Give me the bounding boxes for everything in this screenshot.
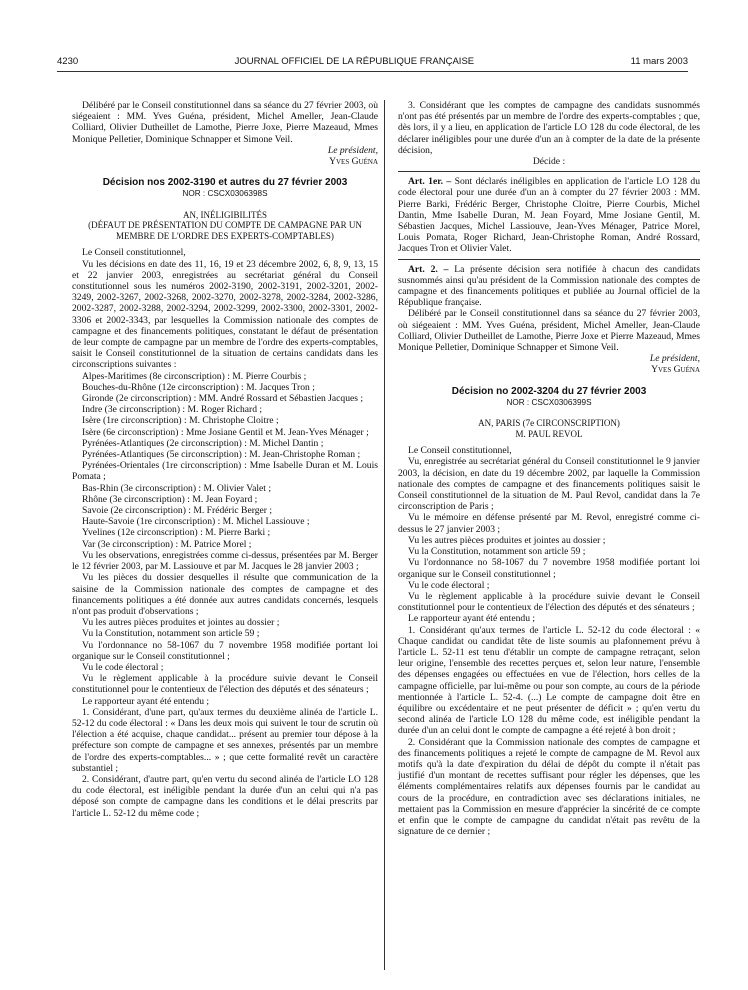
decision-body-continued xyxy=(398,100,700,156)
deliberation-paragraph: Délibéré par le Conseil constitutionnel dans sa séance du 27 février 2003, où siégeaient : MM. Yves Guéna, président, Michel Ameller, Jean-Claude Colliard, Olivier Dutheillet de Lamothe, Pierre Joxe et Pierre Mazeaud, Mmes Monique Pelletier, Dominique Schnapper et Simone Veil. xyxy=(398,308,700,354)
article-rule xyxy=(398,171,700,172)
body-paragraph: Isère (1re circonscription) : M. Christophe Cloitre ; xyxy=(82,415,279,427)
right-column xyxy=(398,100,700,837)
article-label: Art. 2. – xyxy=(408,263,449,275)
left-column xyxy=(72,100,378,819)
deliberation-paragraph: Délibéré par le Conseil constitutionnel dans sa séance du 27 février 2003, où siégeaient : MM. Yves Guéna, président, Michel Ameller, Jean-Claude Colliard, Olivier Dutheillet de Lamothe, Pierre Joxe, Pierre Mazeaud, Mmes Monique Pelletier, Dominique Schnapper et Simone Veil. xyxy=(72,100,378,145)
body-paragraph: Vu le code électoral ; xyxy=(408,579,490,591)
body-paragraph: Yvelines (12e circonscription) : M. Pierre Barki ; xyxy=(82,527,271,539)
page-number: 4230 xyxy=(57,55,79,67)
body-paragraph: Alpes-Maritimes (8e circonscription) : M. Pierre Courbis ; xyxy=(82,370,307,382)
nor-reference: NOR : CSCX0306398S xyxy=(182,189,268,199)
issue-date: 11 mars 2003 xyxy=(630,55,688,67)
article-label: Art. 1er. – xyxy=(408,176,452,188)
subject-heading xyxy=(72,210,378,242)
body-paragraph: Vu la Constitution, notamment son article 59 ; xyxy=(82,628,260,640)
body-paragraph: Indre (3e circonscription) : M. Roger Richard ; xyxy=(82,404,263,416)
decision-body xyxy=(72,247,378,818)
body-paragraph: Isère (6e circonscription) : Mme Josiane Gentil et M. Jean-Yves Ménager ; xyxy=(82,426,369,438)
signature-name: Yves Guéna xyxy=(651,364,700,376)
body-paragraph: 1. Considérant qu'aux termes de l'article L. 52-12 du code électoral : « Chaque candidat ou candidat tête de liste soumis au plafonnement prévu à l'article L. 52-11 est tenu d'établir un compte de campagne retraçant, selon leur origine, l'ensemble des recettes perçues et, selon leur nature, l'ensemble des dépenses engagées ou effectuées en vue de l'élection, hors celles de la campagne officielle, par lui-même ou pour son compte, au cours de la période mentionnée à l'article L. 52-4. (...) Le compte de campagne doit être en équilibre ou excédentaire et ne peut présenter de déficit » ; qu'en vertu du second alinéa de l'article LO 128 du même code, est inéligible pendant la durée d'un an celui dont le compte de campagne a été rejeté à bon droit ; xyxy=(398,624,700,737)
body-paragraph: Vu le mémoire en défense présenté par M. Revol, enregistré comme ci-dessus le 27 janvier 2003 ; xyxy=(398,512,700,535)
nor-reference: NOR : CSCX0306399S xyxy=(506,397,592,407)
body-paragraph: 2. Considérant, d'autre part, qu'en vertu du second alinéa de l'article LO 128 du code électoral, est inéligible pendant la durée d'un an celui qui n'a pas déposé son compte de campagne dans les conditions et le délai prescrits par l'article L. 52-12 du même code ; xyxy=(72,773,378,819)
body-paragraph: Le Conseil constitutionnel, xyxy=(408,445,512,457)
body-paragraph: Vu la Constitution, notamment son article 59 ; xyxy=(408,546,586,558)
signature-name: Yves Guéna xyxy=(329,156,378,168)
body-paragraph: Vu le règlement applicable à la procédure suivie devant le Conseil constitutionnel pour le contentieux de l'élection des députés et des sénateurs ; xyxy=(72,673,378,696)
body-paragraph: Le rapporteur ayant été entendu ; xyxy=(82,695,210,707)
body-paragraph: Vu, enregistrée au secrétariat général du Conseil constitutionnel le 9 janvier 2003, la décision, en date du 19 décembre 2002, par laquelle la Commission nationale des comptes de campagne et des financements politiques saisit le Conseil constitutionnel de la situation de M. Paul Revol, candidat dans la 7e circonscription de Paris ; xyxy=(398,456,700,513)
body-paragraph: Rhône (3e circonscription) : M. Jean Foyard ; xyxy=(82,493,258,505)
subject-line: M. PAUL REVOL xyxy=(515,428,583,439)
body-paragraph: Pyrénées-Atlantiques (5e circonscription) : M. Jean-Christophe Roman ; xyxy=(82,449,361,461)
journal-title: JOURNAL OFFICIEL DE LA RÉPUBLIQUE FRANÇAISE xyxy=(234,55,475,67)
subject-line: (DÉFAUT DE PRÉSENTATION DU COMPTE DE CAMPAGNE PAR UN MEMBRE DE L'ORDRE DES EXPERTS-COMPTABLES) xyxy=(88,220,362,241)
body-paragraph: Vu le code électoral ; xyxy=(82,661,164,673)
body-paragraph: Vu les pièces du dossier desquelles il résulte que communication de la saisine de la Commission nationale des comptes de campagne et des financements politiques a été donnée aux autres candidats concernés, lesquels n'ont pas produit d'observations ; xyxy=(72,572,378,617)
article-1 xyxy=(398,176,700,254)
body-paragraph: Vu les autres pièces produites et jointes au dossier ; xyxy=(408,534,606,546)
signature-title: Le président, xyxy=(649,353,700,365)
body-paragraph: Var (3e circonscription) : M. Patrice Morel ; xyxy=(82,538,252,550)
subject-line: AN, INÉLIGIBILITÉS xyxy=(183,209,267,220)
article-text: La présente décision sera notifiée à chacun des candidats susnommés ainsi qu'au président de la Commission nationale des comptes de campagne et des financements politiques et publiée au Journal officiel de la République française. xyxy=(398,263,700,309)
body-paragraph: Vu les observations, enregistrées comme ci-dessus, présentées par M. Berger le 12 février 2003, par M. Lassiouve et par M. Jacques le 28 janvier 2003 ; xyxy=(72,549,378,573)
body-paragraph: Vu l'ordonnance no 58-1067 du 7 novembre 1958 modifiée portant loi organique sur le Conseil constitutionnel ; xyxy=(398,557,700,580)
header-rule xyxy=(57,71,688,72)
decide-heading: Décide : xyxy=(532,156,566,168)
article-text: Sont déclarés inéligibles en application de l'article LO 128 du code électoral pour une durée d'un an à compter du 27 février 2003 : MM. Pierre Barki, Frédéric Berger, Christophe Cloitre, Pierre Courbis, Michel Dantin, Mme Isabelle Duran, M. Jean Foyard, Mme Josiane Gentil, M. Sébastien Jacques, Michel Lassiouve, Jean-Yves Ménager, Patrice Morel, Louis Pomata, Roger Richard, Jean-Christophe Roman, André Rossard, Jacques Tron et Olivier Valet. xyxy=(398,176,700,255)
body-paragraph: 1. Considérant, d'une part, qu'aux termes du deuxième alinéa de l'article L. 52-12 du code électoral : « Dans les deux mois qui suivent le tour de scrutin où l'élection a été acquise, chaque candidat... présent au premier tour dépose à la préfecture son compte de campagne et ses annexes, présentés par un membre de l'ordre des experts-comptables... » ; que cette formalité revêt un caractère substantiel ; xyxy=(72,706,378,774)
body-paragraph: Savoie (2e circonscription) : M. Frédéric Berger ; xyxy=(82,505,273,517)
body-paragraph: Le rapporteur ayant été entendu ; xyxy=(408,613,536,625)
decision-title: Décision nos 2002-3190 et autres du 27 février 2003 xyxy=(102,177,348,189)
body-paragraph: Vu les autres pièces produites et jointes au dossier ; xyxy=(82,617,280,629)
body-paragraph: Pyrénées-Orientales (1re circonscription) : Mme Isabelle Duran et M. Louis Pomata ; xyxy=(72,460,378,483)
body-paragraph: Vu le règlement applicable à la procédure suivie devant le Conseil constitutionnel pour le contentieux de l'élection des députés et des sénateurs ; xyxy=(398,590,700,614)
body-paragraph: 3. Considérant que les comptes de campagne des candidats susnommés n'ont pas été présentés par un membre de l'ordre des experts-comptables ; que, dès lors, il y a lieu, en application de l'article LO 128 du code électoral, de les déclarer inéligibles pour une durée d'un an à compter de la date de la présente décision, xyxy=(398,100,700,156)
body-paragraph: Vu les décisions en date des 11, 16, 19 et 23 décembre 2002, 6, 8, 9, 13, 15 et 22 janvier 2003, enregistrées au secrétariat général du Conseil constitutionnel sous les numéros 2002-3190, 2002-3191, 2002-3201, 2002-3249, 2002-3267, 2002-3268, 2002-3270, 2002-3278, 2002-3284, 2002-3286, 2002-3287, 2002-3288, 2002-3294, 2002-3299, 2002-3300, 2002-3301, 2002-3306 et 2002-3343, par lesquelles la Commission nationale des comptes de campagne et des financements politiques, constatant le défaut de présentation de leur compte de campagne par un membre de l'ordre des experts-comptables, saisit le Conseil constitutionnel de la situation de certains candidats dans les circonscriptions suivantes : xyxy=(72,258,378,371)
signature-title: Le président, xyxy=(327,144,378,156)
body-paragraph: Haute-Savoie (1re circonscription) : M. Michel Lassiouve ; xyxy=(82,516,310,528)
body-paragraph: Bouches-du-Rhône (12e circonscription) : M. Jacques Tron ; xyxy=(82,381,315,393)
subject-heading xyxy=(398,418,700,439)
body-paragraph: Le Conseil constitutionnel, xyxy=(82,247,186,259)
page-header xyxy=(57,54,688,68)
body-paragraph: 2. Considérant que la Commission nationale des comptes de campagne et des financements politiques a rejeté le compte de campagne de M. Revol aux motifs qu'à la date d'expiration du délai de dépôt du compte il n'était pas justifié d'un montant de recettes suffisant pour régler les dépenses, que les éléments complémentaires relatifs aux dépenses fournis par le candidat au cours de la procédure, en contradiction avec ses déclarations initiales, ne mettaient pas la Commission en mesure d'apprécier la sincérité de ce compte et enfin que le compte de campagne du candidat n'était pas revêtu de la signature de ce dernier ; xyxy=(398,736,700,838)
decision-body xyxy=(398,445,700,837)
body-paragraph: Vu l'ordonnance no 58-1067 du 7 novembre 1958 modifiée portant loi organique sur le Conseil constitutionnel ; xyxy=(72,639,378,662)
article-rule xyxy=(398,259,700,260)
column-divider xyxy=(384,100,385,970)
article-2 xyxy=(398,264,700,309)
decision-title: Décision no 2002-3204 du 27 février 2003 xyxy=(451,385,647,397)
body-paragraph: Bas-Rhin (3e circonscription) : M. Olivier Valet ; xyxy=(82,482,271,494)
body-paragraph: Gironde (2e circonscription) : MM. André Rossard et Sébastien Jacques ; xyxy=(82,393,364,405)
subject-line: AN, PARIS (7e CIRCONSCRIPTION) xyxy=(478,418,620,429)
body-paragraph: Pyrénées-Atlantiques (2e circonscription) : M. Michel Dantin ; xyxy=(82,437,324,449)
